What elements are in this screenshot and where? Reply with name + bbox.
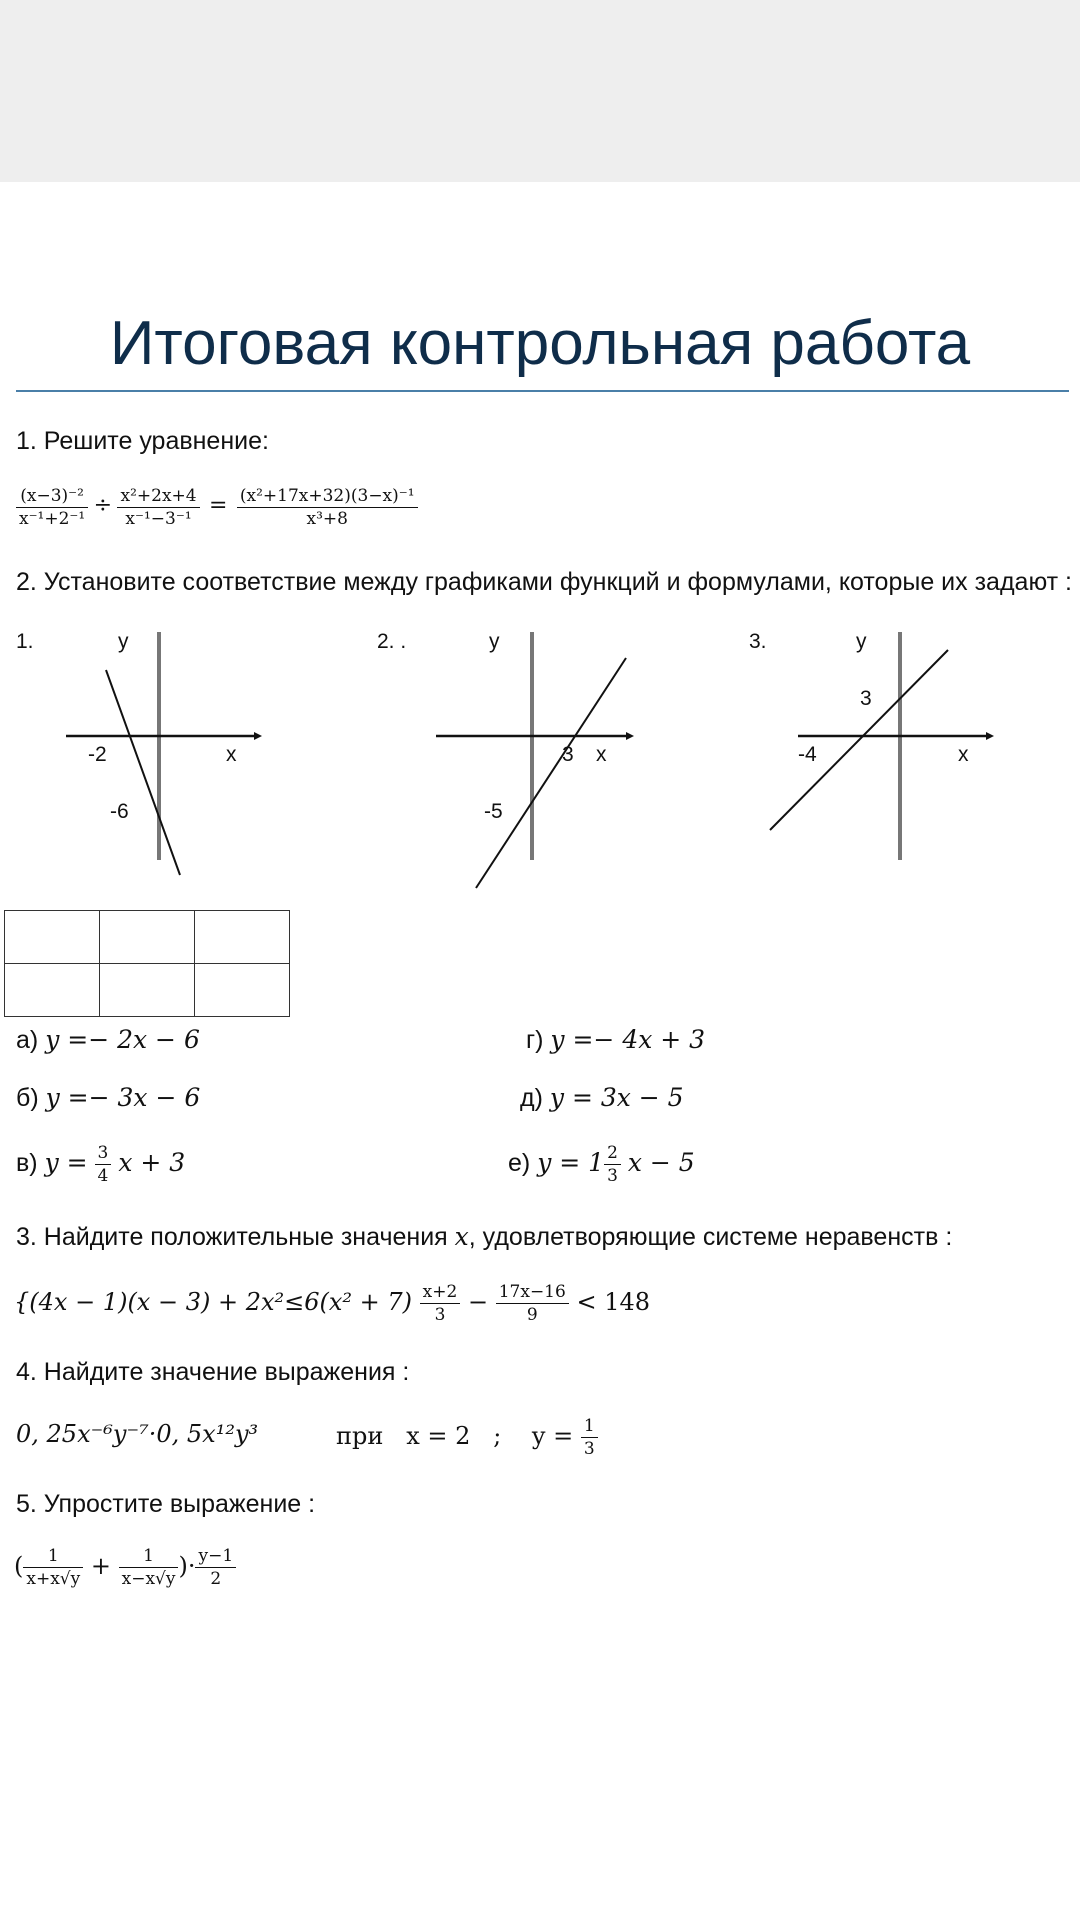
task3-frac-1 (420, 1282, 461, 1325)
frac-numerator: 1 (119, 1546, 179, 1568)
option-letter: в) (16, 1149, 38, 1178)
frac-numerator: 3 (95, 1143, 112, 1165)
x-intercept-label: -2 (88, 743, 107, 766)
frac-denominator: x+x√y (26, 1569, 81, 1589)
graph-label: 3. (749, 630, 767, 653)
x-axis-label: x (596, 743, 607, 766)
frac-denominator: x³+8 (306, 509, 348, 529)
page-title: Итоговая контрольная работа (109, 309, 971, 378)
task3-inequality-tail: < 148 (576, 1288, 651, 1316)
option-g (526, 1025, 705, 1055)
y-intercept-label: -6 (110, 800, 129, 823)
frac-numerator: x+2 (420, 1282, 461, 1304)
task1-equation (16, 486, 418, 529)
frac-numerator: (x²+17x+32)(3−x)⁻¹ (237, 486, 418, 508)
x-axis-arrow-icon (254, 732, 262, 740)
task3-heading-variable: x (454, 1222, 469, 1251)
option-fraction (604, 1143, 621, 1186)
frac-denominator: 3 (434, 1305, 446, 1325)
frac-denominator: x−x√y (121, 1569, 176, 1589)
table-cell[interactable] (100, 911, 195, 964)
close-paren-dot: )· (178, 1552, 196, 1580)
frac-denominator: 2 (210, 1569, 222, 1589)
frac-numerator: 1 (581, 1416, 598, 1438)
answer-table (4, 910, 290, 1017)
frac-numerator: 17x−16 (496, 1282, 569, 1304)
table-row (5, 911, 290, 964)
option-formula: y =− 2x − 6 (45, 1025, 200, 1054)
task3-system (14, 1282, 650, 1325)
graph-3 (740, 620, 1010, 880)
option-letter: а) (16, 1026, 39, 1054)
table-row (5, 964, 290, 1017)
plus-sign: + (90, 1552, 111, 1580)
option-letter: б) (16, 1084, 39, 1112)
option-e (508, 1143, 695, 1186)
frac-denominator: 4 (97, 1166, 109, 1186)
frac-numerator: 1 (23, 1546, 83, 1568)
graph-label: 2. . (377, 630, 407, 653)
table-cell[interactable] (195, 964, 290, 1017)
option-formula: y =− 4x + 3 (550, 1025, 706, 1054)
task4-frac (581, 1416, 598, 1459)
task3-heading-text: 3. Найдите положительные значения (16, 1223, 455, 1251)
option-formula-tail: x + 3 (118, 1148, 186, 1178)
graph-1 (0, 620, 270, 880)
top-gray-band (0, 0, 1080, 182)
option-v (16, 1143, 185, 1186)
option-b (16, 1083, 200, 1113)
open-paren: ( (14, 1552, 24, 1580)
option-formula: y = 3x − 5 (549, 1083, 684, 1112)
task3-frac-2 (496, 1282, 569, 1325)
x-axis-arrow-icon (986, 732, 994, 740)
task1-frac-2 (117, 486, 199, 529)
option-formula: y =− 3x − 6 (45, 1083, 201, 1112)
frac-denominator: 9 (526, 1305, 538, 1325)
task4-condition-text: при x = 2 ; y = (336, 1422, 574, 1450)
frac-numerator: y−1 (195, 1546, 236, 1568)
task1-heading: 1. Решите уравнение: (16, 427, 269, 455)
frac-numerator: 2 (604, 1143, 621, 1165)
table-cell[interactable] (100, 964, 195, 1017)
y-intercept-label: -5 (484, 800, 503, 823)
x-intercept-label: -4 (798, 743, 817, 766)
frac-numerator: (x−3)⁻² (16, 486, 88, 508)
option-letter: е) (508, 1149, 531, 1178)
y-intercept-label: 3 (860, 687, 872, 710)
graph-label: 1. (16, 630, 34, 653)
task3-heading-tail: , удовлетворяющие системе неравенств : (468, 1223, 953, 1251)
divide-sign: ÷ (93, 493, 113, 518)
x-axis-arrow-icon (626, 732, 634, 740)
function-line (770, 650, 948, 830)
option-letter: г) (526, 1026, 544, 1054)
table-cell[interactable] (5, 964, 100, 1017)
minus-sign: − (467, 1288, 489, 1316)
task3-heading (16, 1222, 952, 1252)
task3-inequality-1: {(4x − 1)(x − 3) + 2x²≤6(x² + 7) (14, 1288, 413, 1316)
task2-heading: 2. Установите соответствие между графиками функций и формулами, которые их задают : (16, 568, 1072, 596)
equals-sign: = (209, 493, 228, 518)
title-underline (16, 390, 1069, 392)
task5-heading: 5. Упростите выражение : (16, 1490, 316, 1518)
option-fraction (95, 1143, 112, 1186)
frac-denominator: 3 (583, 1439, 595, 1459)
task4-expr: 0, 25x⁻⁶y⁻⁷·0, 5x¹²y³ (16, 1420, 259, 1448)
option-letter: д) (520, 1084, 543, 1112)
option-formula: y = 1 (537, 1148, 605, 1178)
graph-2 (370, 620, 650, 900)
frac-denominator: x⁻¹+2⁻¹ (19, 509, 86, 529)
task1-frac-1 (16, 486, 88, 529)
task1-frac-3 (237, 486, 418, 529)
function-line (106, 670, 180, 875)
table-cell[interactable] (5, 911, 100, 964)
x-axis-label: x (226, 743, 237, 766)
y-axis-label: y (489, 630, 500, 653)
function-line (476, 658, 626, 888)
task4-expression (16, 1420, 258, 1448)
frac-denominator: x⁻¹−3⁻¹ (125, 509, 192, 529)
option-d (520, 1083, 684, 1113)
table-cell[interactable] (195, 911, 290, 964)
option-a (16, 1025, 200, 1055)
option-formula: y = (44, 1148, 88, 1178)
task4-condition (336, 1416, 598, 1459)
frac-denominator: 3 (607, 1166, 618, 1186)
option-formula-tail: x − 5 (627, 1148, 695, 1178)
task5-expression (14, 1546, 236, 1589)
frac-numerator: x²+2x+4 (117, 486, 199, 508)
y-axis-label: y (118, 630, 129, 653)
task5-frac-3 (195, 1546, 236, 1589)
task5-frac-1 (23, 1546, 83, 1589)
x-axis-label: x (958, 743, 969, 766)
y-axis-label: y (856, 630, 867, 653)
x-intercept-label: 3 (562, 743, 574, 766)
task5-frac-2 (119, 1546, 179, 1589)
task4-heading: 4. Найдите значение выражения : (16, 1358, 410, 1386)
